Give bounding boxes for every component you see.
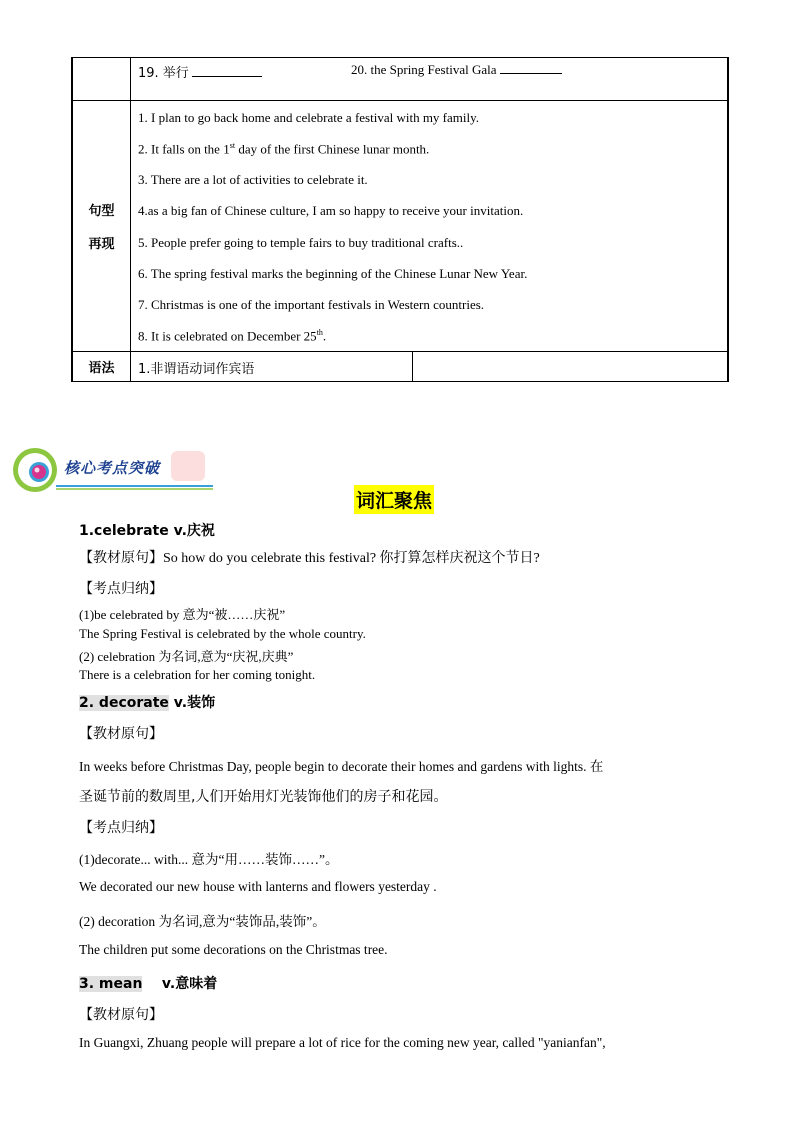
section-banner xyxy=(8,445,218,495)
table-row xyxy=(72,352,728,382)
entry-1-example-1: The Spring Festival is celebrated by the whole country. xyxy=(79,626,366,641)
entry-1-example-2: There is a celebration for her coming tonight. xyxy=(79,667,316,682)
entry-1-heading: 1.celebrate v.庆祝 xyxy=(79,523,215,539)
vocab-item-19-text: 19. 举行 xyxy=(138,66,189,81)
entry-2-point-1: (1)decorate... with... 意为“用……装饰……”。 xyxy=(79,852,339,867)
entry-2-source: 【教材原句】 xyxy=(79,726,163,742)
sentence-header xyxy=(73,200,130,252)
entry-2-example-2: The children put some decorations on the Christmas tree. xyxy=(79,942,388,957)
entry-2-sentence: In weeks before Christmas Day, people begin to decorate their homes and gardens with lights. 在 xyxy=(79,759,604,774)
entry-3-heading xyxy=(79,973,217,993)
table-cell-empty xyxy=(413,352,729,382)
banner-accent xyxy=(171,451,205,481)
sentence-2-pre: 2. It falls on the 1 xyxy=(138,141,230,157)
sentence-1: 1. I plan to go back home and celebrate a festival with my family. xyxy=(138,110,480,125)
sentence-8-sup: th xyxy=(316,328,323,337)
entry-2-pos: v.装饰 xyxy=(168,695,216,711)
entry-1-points: 【考点归纳】 xyxy=(79,581,163,597)
header-line: 句型 xyxy=(88,204,115,219)
table-row xyxy=(72,58,728,101)
sentence-2 xyxy=(138,141,429,157)
entry-3-word: 3. mean xyxy=(79,976,143,992)
answer-blank xyxy=(500,63,562,74)
table-header-cell xyxy=(72,101,131,352)
sentence-7: 7. Christmas is one of the important festivals in Western countries. xyxy=(138,297,485,312)
vocab-item-20-text: 20. the Spring Festival Gala xyxy=(351,62,497,77)
sentence-6: 6. The spring festival marks the beginning of the Chinese Lunar New Year. xyxy=(138,266,528,281)
table-cell xyxy=(131,101,729,352)
table-header-cell-empty xyxy=(72,58,131,101)
table-cell xyxy=(131,58,729,101)
sentence-2-post: day of the first Chinese lunar month. xyxy=(235,141,430,157)
banner-ball-icon xyxy=(32,465,46,479)
entry-2-example-1: We decorated our new house with lanterns and flowers yesterday . xyxy=(79,879,437,894)
entry-1-source: 【教材原句】So how do you celebrate this festival? 你打算怎样庆祝这个节日? xyxy=(79,551,540,566)
entry-2-point-2: (2) decoration 为名词,意为“装饰品,装饰”。 xyxy=(79,914,326,929)
entry-3-source: 【教材原句】 xyxy=(79,1007,163,1023)
sentence-3: 3. There are a lot of activities to celebrate it. xyxy=(138,172,368,187)
vocab-item-20 xyxy=(351,62,562,78)
section-title: 词汇聚焦 xyxy=(354,485,434,514)
answer-blank xyxy=(192,66,262,77)
entry-2-heading xyxy=(79,692,215,712)
entry-3-sentence: In Guangxi, Zhuang people will prepare a lot of rice for the coming new year, called "yanianfan", xyxy=(79,1035,606,1050)
entry-1-point-2: (2) celebration 为名词,意为“庆祝,庆典” xyxy=(79,649,294,664)
sentence-8 xyxy=(138,328,326,344)
grammar-header: 语法 xyxy=(88,360,115,376)
entry-3-pos: v.意味着 xyxy=(142,976,218,992)
grammar-item: 1.非谓语动词作宾语 xyxy=(138,362,255,377)
summary-table xyxy=(71,57,729,382)
header-line: 再现 xyxy=(88,237,115,252)
sentence-8-post: . xyxy=(322,328,327,344)
entry-2-word: 2. decorate xyxy=(79,695,169,711)
table-header-cell xyxy=(72,352,131,382)
sentence-4: 4.as a big fan of Chinese culture, I am so happy to receive your invitation. xyxy=(138,203,524,218)
sentence-5: 5. People prefer going to temple fairs to buy traditional crafts.. xyxy=(138,235,464,250)
table-cell xyxy=(131,352,413,382)
entry-2-points: 【考点归纳】 xyxy=(79,820,163,836)
entry-1-point-1: (1)be celebrated by 意为“被……庆祝” xyxy=(79,607,286,622)
vocab-item-19 xyxy=(138,62,262,81)
banner-ball-highlight xyxy=(35,468,40,473)
banner-label xyxy=(64,457,160,478)
banner-label-text: 核心考点突破 xyxy=(64,459,161,477)
sentence-2-sup: st xyxy=(229,141,236,150)
table-row xyxy=(72,101,728,352)
entry-2-translation: 圣诞节前的数周里,人们开始用灯光装饰他们的房子和花园。 xyxy=(79,789,448,805)
sentence-8-pre: 8. It is celebrated on December 25 xyxy=(138,328,317,344)
